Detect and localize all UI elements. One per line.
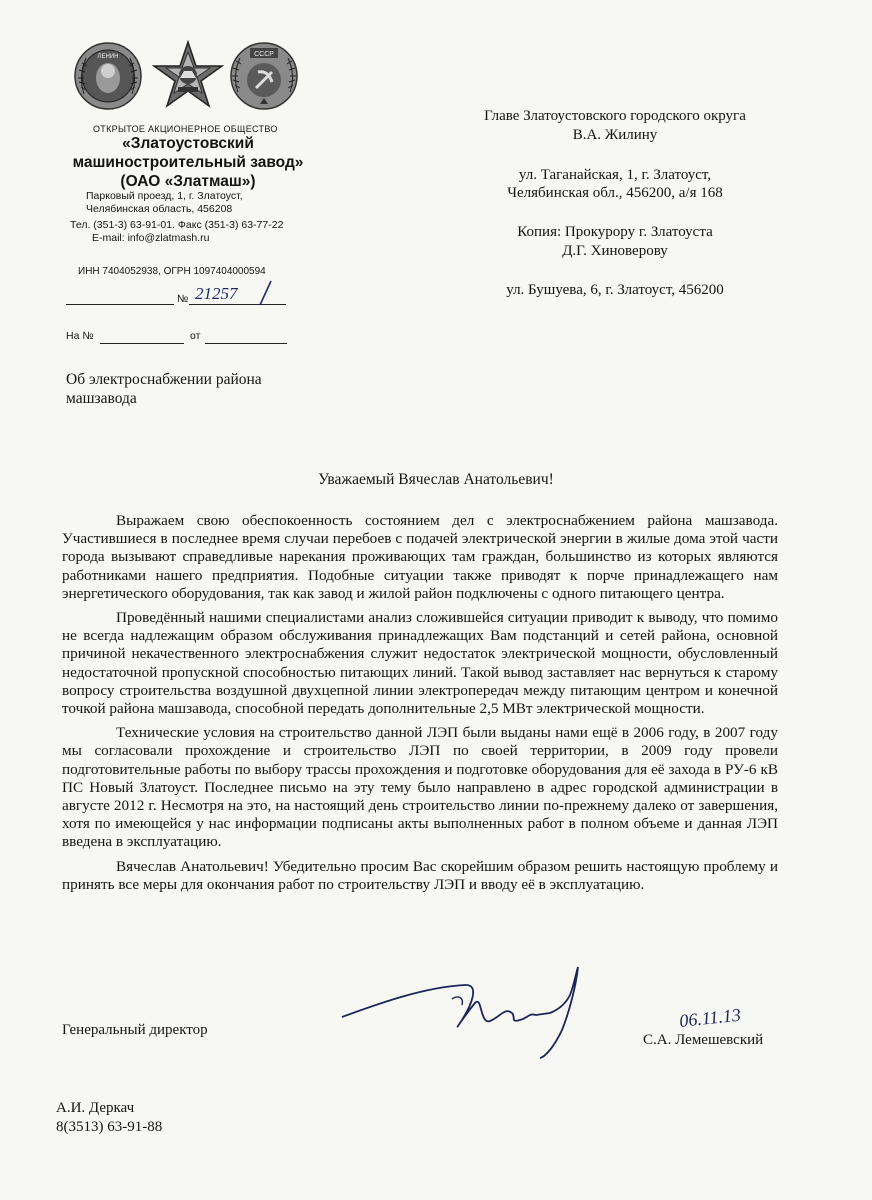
handwritten-date: 06.11.13 bbox=[678, 1004, 742, 1031]
ref-from-line bbox=[205, 343, 287, 344]
body-paragraph-2: Проведённый нашими специалистами анализ сложившейся ситуации приводит к выводу, что помимо не всегда надлежащим образом обслуживания принадлежащих Вам подстанций и сетей района, основной причиной некачественного электроснабжения служит недостаток электрической мощности, обусловленный недостаточной пропускной способностью питающих линий. Такой вывод заставляет нас вернуться к старому вопросу строительства воздушной двухцепной линии электропередач между питающим центром и конечной точкой района машзавода, способной передать дополнительные 2,5 МВт электрической мощности. bbox=[62, 609, 778, 718]
body-paragraph-3: Технические условия на строительство данной ЛЭП были выданы нами ещё в 2006 году, в 2007 году мы согласовали прохождение и строительство ЛЭП по своей территории, в 2009 году провели подготовительные работы по выбору трассы прохождения и подготовке оборудования для её захода в РУ-6 кВ ПС Новый Златоуст. Последнее письмо на эту тему было направлено в адрес городской администрации в августе 2012 г. Несмотря на это, на настоящий день строительство линии по-прежнему далеко от завершения, хотя по имеющейся у нас информации подписаны акты выполненных работ в полном объеме и данная ЛЭП введена в эксплуатацию. bbox=[62, 724, 778, 851]
company-email: E-mail: info@zlatmash.ru bbox=[92, 232, 210, 244]
company-address bbox=[86, 190, 243, 216]
addressee-line4: Челябинская обл., 456200, а/я 168 bbox=[507, 185, 723, 201]
org-type: ОТКРЫТОЕ АКЦИОНЕРНОЕ ОБЩЕСТВО bbox=[93, 124, 278, 134]
executor-name: А.И. Деркач bbox=[56, 1100, 135, 1116]
copy-line3: ул. Бушуева, 6, г. Златоуст, 456200 bbox=[506, 282, 724, 298]
copy-line1: Копия: Прокурору г. Златоуста bbox=[517, 224, 713, 240]
october-revolution-order-icon bbox=[154, 42, 222, 106]
lenin-order-icon bbox=[75, 43, 141, 109]
ref-from-label: от bbox=[190, 330, 201, 342]
company-name-line1: «Златоустовский bbox=[122, 135, 254, 152]
labor-red-banner-order-icon bbox=[231, 43, 297, 109]
lenin-medal-text: ЛЕНИН bbox=[97, 54, 119, 60]
signatory-name: С.А. Лемешевский bbox=[643, 1032, 764, 1048]
ref-no-label: На № bbox=[66, 330, 94, 342]
body-paragraph-4: Вячеслав Анатольевич! Убедительно просим Вас скорейшим образом решить настоящую проблему и принять все меры для окончания работ по строительству ЛЭП и вводу её в эксплуатацию. bbox=[62, 857, 778, 893]
company-address-line1: Парковый проезд, 1, г. Златоуст, bbox=[86, 190, 243, 202]
signatory-position: Генеральный директор bbox=[62, 1022, 208, 1038]
executor-phone: 8(3513) 63-91-88 bbox=[56, 1119, 163, 1135]
ref-no-line bbox=[100, 343, 184, 344]
addressee-line1: Главе Златоустовского городского округа bbox=[484, 108, 746, 124]
outgoing-no-label: № bbox=[177, 293, 189, 305]
subject-line2: машзавода bbox=[66, 390, 137, 407]
body-paragraph-1: Выражаем свою обеспокоенность состоянием дел с электроснабжением района машзавода. Участившиеся в последнее время случаи перебоев с подачей электрической энергии в жилые дома этой части города вызывают справедливые нарекания проживающих там граждан, большинство из которых являются работниками нашего предприятия. Подобные ситуации также приводят к порче принадлежащего нам энергетического оборудования, так как завод и жилой район подключены с одного питающего центра. bbox=[62, 512, 778, 602]
greeting: Уважаемый Вячеслав Анатольевич! bbox=[318, 471, 554, 488]
company-name-line3: (ОАО «Златмаш») bbox=[120, 173, 256, 190]
company-name bbox=[68, 134, 308, 191]
outgoing-no-handwritten: 21257 bbox=[195, 284, 238, 303]
ussr-banner-text: СССР bbox=[254, 51, 274, 58]
subject-line1: Об электроснабжении района bbox=[66, 371, 262, 388]
addressee-line2: В.А. Жилину bbox=[572, 127, 658, 143]
copy-line2: Д.Г. Хиноверову bbox=[562, 243, 668, 259]
company-phones: Тел. (351-3) 63-91-01. Факс (351-3) 63-77-22 bbox=[70, 219, 284, 231]
addressee-line3: ул. Таганайская, 1, г. Златоуст, bbox=[518, 167, 712, 183]
outgoing-date-line bbox=[66, 304, 174, 305]
outgoing-no-slash-icon bbox=[255, 280, 275, 306]
letterhead-medals bbox=[72, 40, 302, 112]
company-address-line2: Челябинская область, 456208 bbox=[86, 203, 233, 215]
company-inn: ИНН 7404052938, ОГРН 1097404000594 bbox=[78, 266, 266, 277]
letter-subject bbox=[66, 370, 326, 408]
letter-body bbox=[62, 512, 778, 900]
company-name-line2: машиностроительный завод» bbox=[72, 154, 304, 171]
